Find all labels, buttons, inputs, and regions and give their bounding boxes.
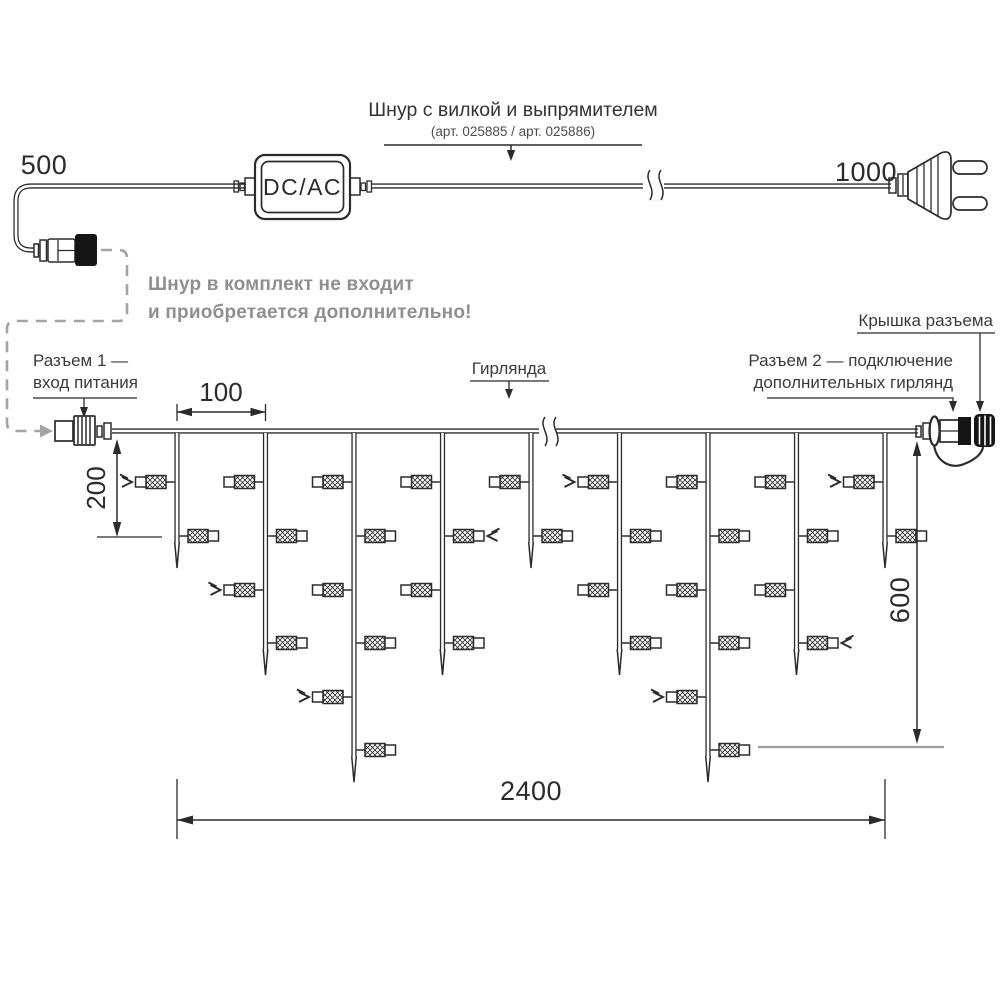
cord-right-wire bbox=[372, 170, 891, 200]
lamp-icon bbox=[888, 530, 927, 543]
cord-subtitle: (арт. 025885 / арт. 025886) bbox=[430, 124, 596, 139]
lamp-icon bbox=[357, 744, 396, 757]
lamp-icon bbox=[401, 584, 440, 597]
dim-2400-value: 2400 bbox=[499, 776, 563, 806]
garland-drop bbox=[401, 433, 484, 675]
note-line2: и приобретается дополнительно! bbox=[148, 302, 472, 323]
lamp-icon bbox=[357, 530, 396, 543]
plug-prong bbox=[953, 161, 987, 174]
connector1-callout bbox=[33, 351, 138, 418]
dashed-connection-path bbox=[7, 250, 127, 431]
lamp-icon bbox=[313, 584, 352, 597]
lamp-icon bbox=[755, 476, 794, 489]
dimension-100 bbox=[177, 377, 266, 421]
lamp-icon bbox=[622, 530, 661, 543]
garland-drop bbox=[313, 433, 396, 782]
garland-drop bbox=[578, 433, 661, 675]
plug-prong bbox=[953, 197, 987, 210]
dashed-arrow-icon bbox=[40, 425, 53, 438]
wire-break-icon bbox=[659, 170, 663, 200]
wire-break-icon bbox=[543, 417, 547, 446]
connector1-label-line1: Разъем 1 — bbox=[33, 351, 129, 370]
note-line1: Шнур в комплект не входит bbox=[148, 274, 414, 295]
cord-right-length: 1000 bbox=[834, 157, 898, 187]
cord-connector-cap bbox=[75, 234, 97, 266]
dim-600-value: 600 bbox=[885, 576, 915, 624]
cord-left-length: 500 bbox=[20, 150, 68, 180]
lamp-icon bbox=[401, 476, 440, 489]
drop-tip bbox=[263, 649, 268, 675]
power-plug bbox=[889, 150, 987, 222]
drop-tip bbox=[883, 542, 888, 568]
lamp-icon bbox=[844, 476, 883, 489]
cap-tether bbox=[934, 445, 983, 466]
lamp-direction-arrow-icon bbox=[842, 636, 854, 649]
lamp-icon bbox=[755, 584, 794, 597]
lamp-icon bbox=[445, 530, 484, 543]
connector2-label-line1: Разъем 2 — подключение bbox=[748, 351, 953, 370]
garland-label: Гирлянда bbox=[471, 359, 547, 378]
lamp-icon bbox=[357, 637, 396, 650]
lamp-direction-arrow-icon bbox=[209, 583, 221, 596]
drop-tip bbox=[617, 649, 622, 675]
cord-title: Шнур с вилкой и выпрямителем bbox=[368, 99, 658, 121]
garland-drop bbox=[136, 433, 219, 568]
lamp-icon bbox=[799, 637, 838, 650]
garland-section bbox=[55, 414, 995, 782]
drop-tip bbox=[529, 542, 534, 568]
cord-end-connector bbox=[34, 234, 97, 266]
wire-break-icon bbox=[648, 170, 652, 200]
connector2-callout bbox=[748, 351, 957, 412]
cord-title-callout bbox=[368, 99, 657, 161]
garland-callout bbox=[470, 359, 549, 399]
connector1-label-line2: вход питания bbox=[33, 373, 138, 392]
lamp-icon bbox=[711, 530, 750, 543]
lamp-icon bbox=[534, 530, 573, 543]
lamp-icon bbox=[667, 584, 706, 597]
lamp-direction-arrow-icon bbox=[297, 690, 309, 703]
lamp-icon bbox=[490, 476, 529, 489]
drop-tip bbox=[440, 649, 445, 675]
connector-cap-label: Крышка разъема bbox=[858, 311, 993, 330]
garland-drop bbox=[224, 433, 307, 675]
drop-tip bbox=[706, 756, 711, 782]
lamp-direction-arrow-icon bbox=[651, 690, 663, 703]
lamp-icon bbox=[578, 476, 617, 489]
power-cord-wire bbox=[16, 186, 246, 250]
lamp-icon bbox=[711, 744, 750, 757]
lamp-icon bbox=[445, 637, 484, 650]
dimension-2400 bbox=[177, 776, 885, 839]
garland-output-connector bbox=[916, 414, 995, 466]
lamp-icon bbox=[136, 476, 175, 489]
dcac-converter bbox=[234, 155, 372, 219]
drop-tip bbox=[794, 649, 799, 675]
cord-note bbox=[148, 274, 472, 323]
garland-drops bbox=[120, 433, 927, 782]
lamp-icon bbox=[667, 476, 706, 489]
drop-tip bbox=[175, 542, 180, 568]
lamp-icon bbox=[268, 530, 307, 543]
lamp-icon bbox=[180, 530, 219, 543]
lamp-icon bbox=[224, 584, 263, 597]
lamp-icon bbox=[667, 691, 706, 704]
garland-drop bbox=[755, 433, 838, 675]
lamp-icon bbox=[224, 476, 263, 489]
lamp-icon bbox=[578, 584, 617, 597]
lamp-icon bbox=[268, 637, 307, 650]
lamp-icon bbox=[799, 530, 838, 543]
connector2-label-line2: дополнительных гирлянд bbox=[753, 373, 953, 392]
lamp-icon bbox=[313, 476, 352, 489]
lamp-icon bbox=[711, 637, 750, 650]
drop-tip bbox=[352, 756, 357, 782]
dim-200-value: 200 bbox=[81, 466, 111, 510]
lamp-icon bbox=[622, 637, 661, 650]
dcac-label: DC/AC bbox=[262, 174, 343, 200]
dim-100-value: 100 bbox=[199, 377, 243, 407]
lamp-direction-arrow-icon bbox=[488, 529, 500, 542]
garland-input-connector bbox=[55, 416, 111, 445]
lamp-direction-arrow-icon bbox=[828, 475, 840, 488]
garland-drop bbox=[667, 433, 750, 782]
lamp-direction-arrow-icon bbox=[563, 475, 575, 488]
lamp-icon bbox=[313, 691, 352, 704]
garland-drop bbox=[490, 433, 573, 568]
lamp-direction-arrow-icon bbox=[120, 475, 132, 488]
connector-cap bbox=[974, 414, 995, 447]
